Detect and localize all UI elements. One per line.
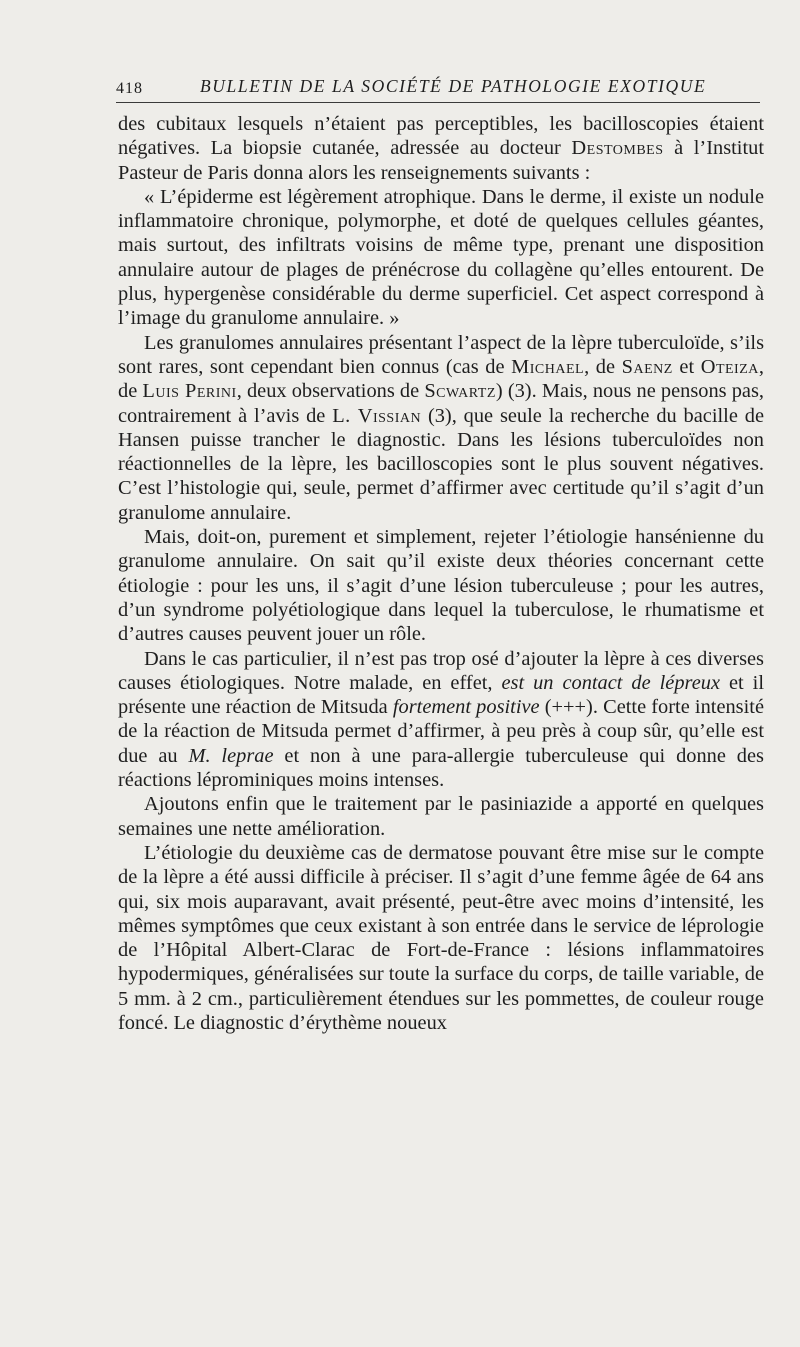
running-header: [116, 74, 760, 103]
author-name: L. Vissian: [332, 404, 422, 427]
paragraph-etiology: Mais, doit-on, purement et simplement, rejeter l’étiologie hansénienne du granulome annulaire. On sait qu’il existe deux théories concernant cette étiologie : pour les uns, il s’agit d’une lésion tuberculeuse ; pour les autres, d’un syndrome polyétiologique dans lequel la tuberculose, le rhumatisme et d’autres causes peuvent jouer un rôle.: [118, 526, 764, 646]
author-name: Saenz: [621, 355, 673, 378]
author-name: Luis Perini: [142, 380, 237, 403]
article-body: [118, 112, 764, 1035]
paragraph-mitsuda: Dans le cas particulier, il n’est pas trop osé d’ajouter la lèpre à ces diverses causes étiologiques. Notre malade, en effet, est un contact de lépreux et il présente une réaction de Mitsuda fortement positive (+++). Cette forte intensité de la réaction de Mitsuda permet d’affirmer, à peu près à coup sûr, qu’elle est due au M. leprae et non à une para-allergie tuberculeuse qui donne des réactions léprominiques moins intenses.: [118, 647, 764, 792]
author-name: Oteiza: [700, 355, 759, 378]
author-name: Destombes: [571, 137, 664, 160]
paragraph-treatment: Ajoutons enfin que le traitement par le pasiniazide a apporté en quelques semaines une nette amélioration.: [118, 793, 764, 840]
paragraph-biopsy: des cubitaux lesquels n’étaient pas perceptibles, les bacilloscopies étaient négatives. La biopsie cutanée, adressée au docteur Destombes à l’Institut Pasteur de Paris donna alors les renseignements suivants :: [118, 113, 764, 184]
paragraph-granulomas: Les granulomes annulaires présentant l’aspect de la lèpre tuberculoïde, s’ils sont rares, sont cependant bien connus (cas de Michael, de Saenz et Oteiza, de Luis Perini, deux observations de Scwartz) (3). Mais, nous ne pensons pas, contrairement à l’avis de L. Vissian (3), que seule la recherche du bacille de Hansen puisse trancher le diagnostic. Dans les lésions tuberculoïdes non réactionnelles de la lèpre, les bacilloscopies sont le plus souvent négatives. C’est l’histologie qui, seule, permet d’affirmer avec certitude qu’il s’agit d’un granulome annulaire.: [118, 331, 765, 524]
author-name: Scwartz: [424, 380, 496, 403]
paragraph-second-case: L’étiologie du deuxième cas de dermatose pouvant être mise sur le compte de la lèpre a été aussi difficile à préciser. Il s’agit d’une femme âgée de 64 ans qui, six mois auparavant, avait présenté, peut-être avec moins d’intensité, les mêmes symptômes que ceux existant à son entrée dans le service de léprologie de l’Hôpital Albert-Clarac de Fort-de-France : lésions inflammatoires hypodermiques, généralisées sur toute la surface du corps, de taille variable, de 5 mm. à 2 cm., particulièrement étendues sur les pommettes, de couleur rouge foncé. Le diagnostic d’érythème noueux: [118, 841, 764, 1034]
author-name: Michael: [511, 355, 585, 378]
emphasis: fortement positive: [392, 696, 540, 719]
paragraph-biopsy-quote: « L’épiderme est légèrement atrophique. Dans le derme, il existe un nodule inflammatoire chronique, polymorphe, et doté de quelques cellules géantes, mais surtout, des infiltrats voisins de même type, prenant une disposition annulaire autour de plages de prénécrose du collagène qu’elles entourent. De plus, hypergenèse considérable du derme superficiel. Cet aspect correspond à l’image du granulome annulaire. »: [118, 185, 764, 330]
emphasis: M. leprae: [188, 744, 274, 767]
page-number: 418: [116, 80, 143, 97]
emphasis: est un contact de lépreux: [501, 671, 721, 694]
journal-title: BULLETIN DE LA SOCIÉTÉ DE PATHOLOGIE EXOTIQUE: [200, 76, 707, 96]
